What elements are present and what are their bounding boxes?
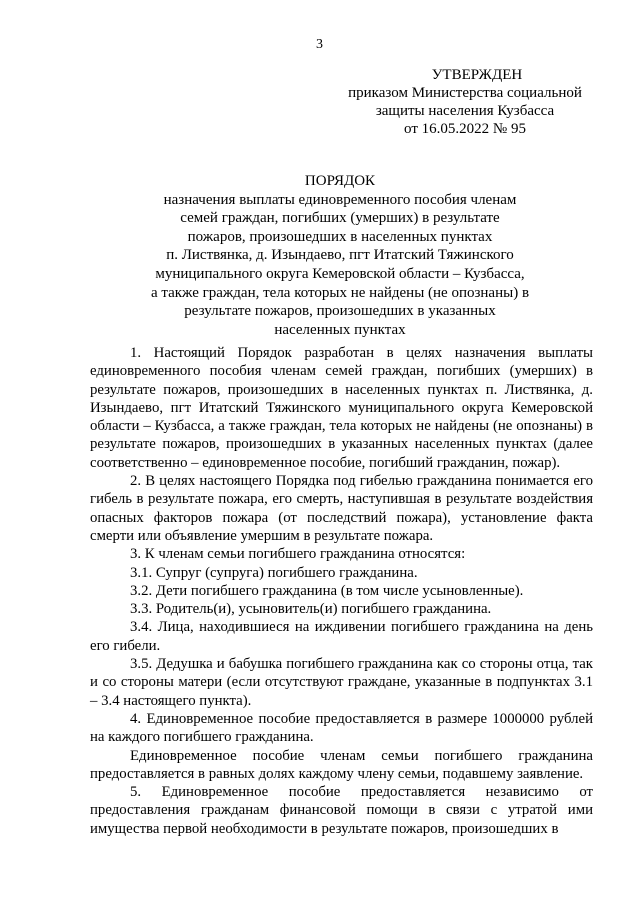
heading-line: семей граждан, погибших (умерших) в результате [180, 210, 500, 227]
approval-order: приказом Министерства социальной [348, 85, 582, 101]
paragraph-1: 1. Настоящий Порядок разработан в целях назначения выплаты единовременного пособия членам семей граждан, погибших (умерших) в результате пожаров, произошедших в населенных пунктах п. Листвянка, д. Изындаево, пгт Итатский Тяжинского муниципального округа Кемеровской области – Кузбасса, а также граждан, тела которых не найдены (не опознаны) в результате пожаров, произошедших в указанных населенных пунктах (далее соответственно – единовременное пособие, погибший гражданин, пожар). [90, 345, 593, 471]
approval-title: УТВЕРЖДЕН [431, 67, 523, 83]
heading-line: населенных пунктах [274, 321, 406, 338]
heading-line: результате пожаров, произошедших в указанных [184, 303, 496, 320]
paragraph-3-5: 3.5. Дедушка и бабушка погибшего гражданина как со стороны отца, так и со стороны матери (если отсутствуют граждане, указанные в подпунктах 3.1 – 3.4 настоящего пункта). [90, 656, 593, 709]
document-body [90, 344, 593, 838]
paragraph-3-2: 3.2. Дети погибшего гражданина (в том числе усыновленные). [130, 582, 524, 599]
heading-line: назначения выплаты единовременного пособия членам [163, 191, 517, 208]
paragraph-3-4: 3.4. Лица, находившиеся на иждивении погибшего гражданина на день его гибели. [90, 619, 593, 654]
approval-ministry: защиты населения Кузбасса [375, 103, 555, 119]
document-title: ПОРЯДОК [304, 173, 376, 189]
heading-line: п. Листвянка, д. Изындаево, пгт Итатский Тяжинского [166, 247, 514, 264]
document-heading [60, 172, 620, 339]
page-number: 3 [316, 37, 323, 52]
heading-line: муниципального округа Кемеровской области – Кузбасса, [155, 265, 525, 282]
paragraph-5: 5. Единовременное пособие предоставляется независимо от предоставления гражданам финансовой помощи в связи с утратой ими имущества первой необходимости в результате пожаров, произошедших в [90, 784, 593, 837]
approval-stamp [340, 66, 590, 138]
paragraph-3: 3. К членам семьи погибшего гражданина относятся: [130, 546, 466, 563]
paragraph-4: 4. Единовременное пособие предоставляется в размере 1000000 рублей на каждого погибшего гражданина. [90, 710, 593, 746]
heading-line: а также граждан, тела которых не найдены (не опознаны) в [150, 284, 530, 301]
approval-date: от 16.05.2022 № 95 [404, 121, 526, 137]
paragraph-3-1: 3.1. Супруг (супруга) погибшего гражданина. [130, 564, 418, 581]
heading-line: пожаров, произошедших в населенных пунктах [187, 228, 493, 245]
paragraph-2: 2. В целях настоящего Порядка под гибелью гражданина понимается его гибель в результате пожара, его смерть, наступившая в результате воздействия опасных факторов пожара (от последствий пожара), установление факта смерти или объявление умершим в результате пожара. [90, 473, 593, 544]
paragraph-3-3: 3.3. Родитель(и), усыновитель(и) погибшего гражданина. [130, 601, 492, 618]
paragraph-4-extra: Единовременное пособие членам семьи погибшего гражданина предоставляется в равных долях каждому члену семьи, подавшему заявление. [90, 747, 593, 782]
